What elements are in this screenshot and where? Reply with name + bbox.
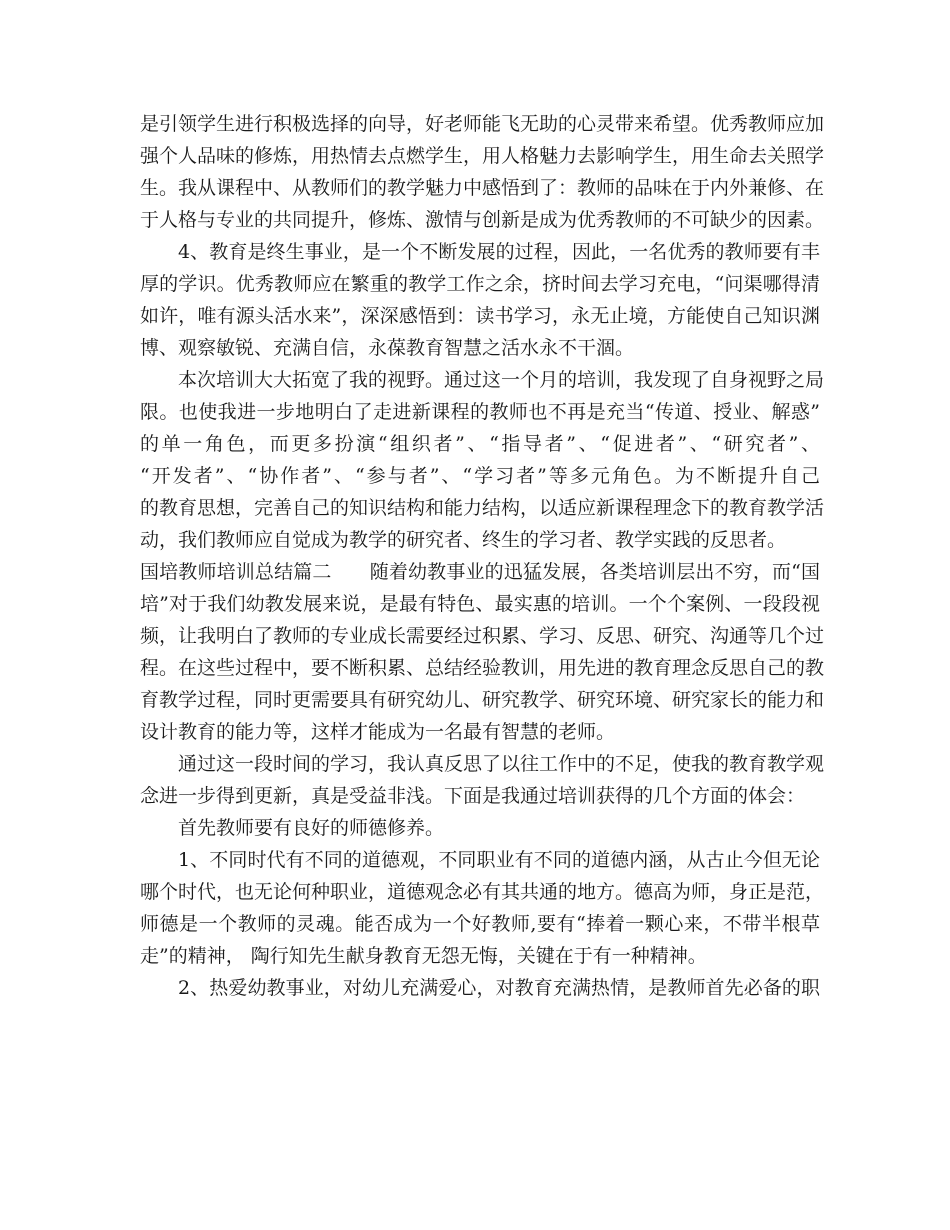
paragraph-line: 程。在这些过程中，要不断积累、总结经验教训，用先进的教育理念反思自己的教	[140, 657, 825, 679]
paragraph-line: 的单一角色，而更多扮演“组织者”、“指导者”、“促进者”、“研究者”、	[140, 433, 820, 455]
document-body	[140, 108, 825, 1004]
paragraph-line: 厚的学识。优秀教师应在繁重的教学工作之余，挤时间去学习充电，“问渠哪得清	[140, 273, 820, 295]
section-title-line	[140, 556, 820, 588]
paragraph-line: 动，我们教师应自觉成为教学的研究者、终生的学习者、教学实践的反思者。	[140, 529, 787, 551]
paragraph-line: 走”的精神， 陶行知先生献身教育无怨无悔，关键在于有一种精神。	[140, 945, 707, 967]
paragraph-line: 通过这一段时间的学习，我认真反思了以往工作中的不足，使我的教育教学观	[178, 753, 825, 775]
paragraph-line: 设计教育的能力等，这样才能成为一名最有智慧的老师。	[140, 721, 616, 743]
paragraph-line: 博、观察敏锐、充满自信，永葆教育智慧之活水永不干涸。	[140, 337, 635, 359]
paragraph-line: 育教学过程，同时更需要具有研究幼儿、研究教学、研究环境、研究家长的能力和	[140, 689, 825, 711]
section-title: 国培教师培训总结篇二	[140, 561, 332, 583]
paragraph-line: 师德是一个教师的灵魂。能否成为一个好教师,要有“捧着一颗心来，不带半根草	[140, 913, 820, 935]
paragraph-line: 频，让我明白了教师的专业成长需要经过积累、学习、反思、研究、沟通等几个过	[140, 625, 825, 647]
paragraph-line: 2、热爱幼教事业，对幼儿充满爱心，对教育充满热情，是教师首先必备的职	[178, 977, 820, 999]
paragraph-line: 限。也使我进一步地明白了走进新课程的教师也不再是充当“传道、授业、解惑”	[140, 401, 820, 423]
paragraph-line: 1、不同时代有不同的道德观，不同职业有不同的道德内涵，从古止今但无论	[178, 849, 820, 871]
paragraph-line: “开发者”、“协作者”、“参与者”、“学习者”等多元角色。为不断提升自己	[140, 465, 820, 487]
paragraph-line: 哪个时代，也无论何种职业，道德观念必有其共通的地方。德高为师，身正是范，	[140, 881, 825, 903]
paragraph-line: 培”对于我们幼教发展来说，是最有特色、最实惠的培训。一个个案例、一段段视	[140, 593, 820, 615]
paragraph-line: 于人格与专业的共同提升，修炼、激情与创新是成为优秀教师的不可缺少的因素。	[140, 209, 825, 231]
paragraph-line: 是引领学生进行积极选择的向导，好老师能飞无助的心灵带来希望。优秀教师应加	[140, 113, 825, 135]
paragraph-line: 的教育思想，完善自己的知识结构和能力结构，以适应新课程理念下的教育教学活	[140, 497, 825, 519]
paragraph-line: 4、教育是终生事业，是一个不断发展的过程，因此，一名优秀的教师要有丰	[178, 241, 820, 263]
paragraph-line: 强个人品味的修炼，用热情去点燃学生，用人格魅力去影响学生，用生命去关照学	[140, 145, 825, 167]
paragraph-line: 首先教师要有良好的师德修养。	[178, 817, 445, 839]
paragraph-line: 本次培训大大拓宽了我的视野。通过这一个月的培训，我发现了自身视野之局	[178, 369, 825, 391]
section-first-text: 随着幼教事业的迅猛发展，各类培训层出不穷，而“国	[369, 561, 820, 583]
paragraph-line: 念进一步得到更新，真是受益非浅。下面是我通过培训获得的几个方面的体会：	[140, 785, 806, 807]
paragraph-line: 生。我从课程中、从教师们的教学魅力中感悟到了：教师的品味在于内外兼修、在	[140, 177, 825, 199]
paragraph-line: 如许，唯有源头活水来”，深深感悟到：读书学习，永无止境，方能使自己知识渊	[140, 305, 820, 327]
